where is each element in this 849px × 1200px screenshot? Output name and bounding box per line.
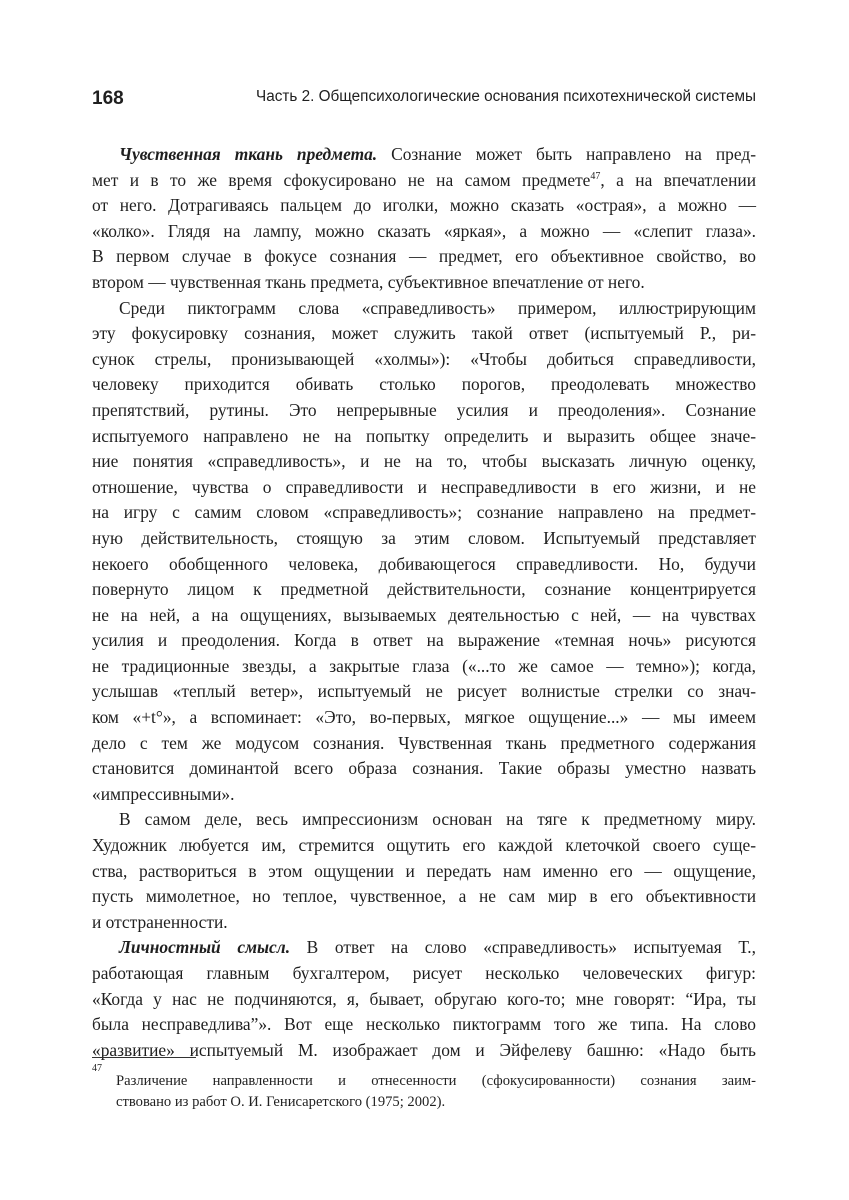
text-line: некоего обобщенного человека, добивающегося справедливости. Но, будучи	[92, 553, 756, 574]
body-text	[92, 142, 756, 1063]
footnote-line: ствовано из работ О. И. Генисаретского (1975; 2002).	[116, 1094, 446, 1110]
text-line: мет и в то же время сфокусировано не на самом предмете$^{47}$, а на впечатлении	[92, 169, 756, 190]
text-line: ком «+t°», а вспоминает: «Это, во-первых, мягкое ощущение...» — мы имеем	[92, 707, 756, 728]
paragraph	[92, 296, 756, 808]
text-line: становится доминантой всего образа сознания. Такие образы уместно назвать	[92, 758, 756, 779]
text-line: дело с тем же модусом сознания. Чувственная ткань предметного содержания	[92, 732, 756, 753]
text-line: Личностный смысл. В ответ на слово «справедливость» испытуемая Т.,	[119, 937, 756, 958]
text-line: человеку приходится обивать столько порогов, преодолевать множество	[92, 374, 756, 395]
running-head: Часть 2. Общепсихологические основания психотехнической системы	[256, 88, 756, 105]
text-line: сунок стрелы, пронизывающей «холмы»): «Чтобы добиться справедливости,	[92, 348, 756, 369]
text-line: «колко». Глядя на лампу, можно сказать «яркая», а можно — «слепит глаза».	[92, 220, 756, 241]
text-line: испытуемого направлено не на попытку определить и выразить общее значе-	[92, 425, 756, 446]
text-line: «развитие» испытуемый М. изображает дом и Эйфелеву башню: «Надо быть	[92, 1039, 756, 1060]
text-line: Художник любуется им, стремится ощутить его каждой клеточкой своего суще-	[92, 835, 756, 856]
text-line: работающая главным бухгалтером, рисует несколько человеческих фигур:	[92, 963, 756, 983]
footnote-divider	[92, 1057, 196, 1058]
paragraph	[92, 142, 756, 296]
text-line: препятствий, рутины. Это непрерывные усилия и преодоления». Сознание	[92, 399, 756, 420]
text-line: повернуто лицом к предметной действительности, сознание концентрируется	[92, 579, 756, 600]
page-number: 168	[92, 88, 124, 109]
paragraph	[92, 935, 756, 1063]
text-line: ную действительность, стоящую за этим словом. Испытуемый представляет	[92, 527, 756, 548]
text-line: отношение, чувства о справедливости и несправедливости в его жизни, и не	[92, 476, 756, 497]
footnote-ref: 47	[590, 170, 601, 182]
text-line: В первом случае в фокусе сознания — предмет, его объективное свойство, во	[92, 246, 756, 267]
text-line: пусть мимолетное, но теплое, чувственное, а не сам мир в его объективности	[92, 886, 756, 907]
footnote-line: Различение направленности и отнесенности (сфокусированности) сознания заим-	[116, 1073, 756, 1089]
text-line: Среди пиктограмм слова «справедливость» примером, иллюстрирующим	[119, 297, 756, 318]
text-line: «импрессивными».	[92, 783, 235, 804]
text-line: и отстраненности.	[92, 911, 228, 932]
page-header	[92, 86, 756, 114]
text-line: втором — чувственная ткань предмета, субъективное впечатление от него.	[92, 271, 645, 292]
text-line: ства, раствориться в этом ощущении и передать нам именно его — ощущение,	[92, 860, 756, 881]
paragraph	[92, 807, 756, 935]
text-line: усилия и преодоления. Когда в ответ на выражение «темная ночь» рисуются	[92, 630, 756, 651]
text-line: В самом деле, весь импрессионизм основан на тяге к предметному миру.	[119, 809, 756, 830]
footnote: 47 Различение направленности и отнесенности (сфокусированности) сознания заим- ствовано из работ О. И. Генисаретского (1975; 2002).	[92, 1071, 756, 1113]
text-line: от него. Дотрагиваясь пальцем до иголки, можно сказать «острая», а можно —	[92, 195, 756, 216]
text-line: услышав «теплый ветер», испытуемый не рисует волнистые стрелки со знач-	[92, 681, 756, 702]
text-line: не на ней, а на ощущениях, вызываемых деятельностью с ней, — на чувствах	[92, 604, 756, 625]
text-line: была несправедлива”». Вот еще несколько пиктограмм того же типа. На слово	[92, 1014, 756, 1035]
text-line: ние понятия «справедливость», и не на то, чтобы высказать личную оценку,	[92, 451, 756, 472]
footnote-text	[116, 1071, 756, 1113]
text-line: на игру с самим словом «справедливость»; сознание направлено на предмет-	[92, 502, 756, 523]
run-in-heading: Чувственная ткань предмета.	[119, 144, 378, 164]
text-line: не традиционные звезды, а закрытые глаза («...то же самое — темно»); когда,	[92, 655, 756, 676]
run-in-heading: Личностный смысл.	[119, 937, 291, 958]
text-line: Чувственная ткань предмета. Сознание может быть направлено на пред-	[119, 144, 756, 164]
text-line: «Когда у нас не подчиняются, я, бывает, обругаю кого-то; мне говорят: “Ира, ты	[92, 988, 756, 1009]
text-line: эту фокусировку сознания, может служить такой ответ (испытуемый Р., ри-	[92, 323, 756, 344]
